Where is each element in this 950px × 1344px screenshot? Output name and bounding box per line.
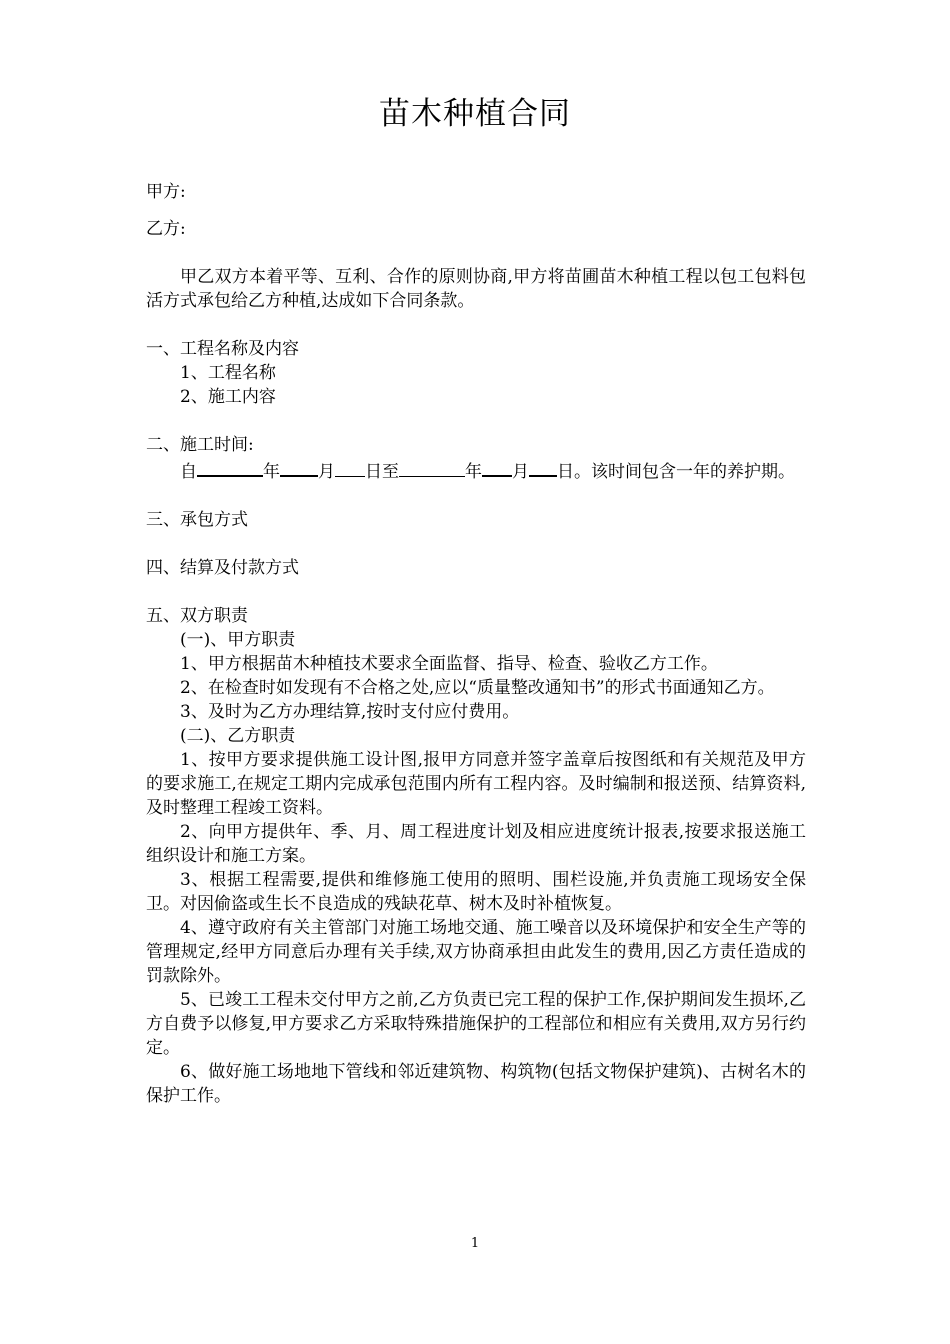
document-body [146,180,806,1108]
party-a-duty-2: 2、在检查时如发现有不合格之处,应以“质量整改通知书”的形式书面通知乙方。 [180,678,775,698]
section-5-heading: 五、双方职责 [146,606,248,626]
document-title: 苗木种植合同 [379,96,571,132]
section-4-heading: 四、结算及付款方式 [146,558,299,578]
party-b-duty-5: 5、已竣工工程未交付甲方之前,乙方负责已完工程的保护工作,保护期间发生损坏,乙方自费予以修复,甲方要求乙方采取特殊措施保护的工程部位和相应有关费用,双方另行约定。 [146,990,806,1058]
party-b-duties-heading: (二)、乙方职责 [180,726,296,746]
period-day-to-label: 日至 [365,462,399,482]
page-number: 1 [470,1236,480,1251]
intro-paragraph: 甲乙双方本着平等、互利、合作的原则协商,甲方将苗圃苗木种植工程以包工包料包活方式承包给乙方种植,达成如下合同条款。 [146,267,806,311]
blank-end-month [482,457,512,477]
blank-start-day [335,458,365,477]
period-end-text: 日。该时间包含一年的养护期。 [557,462,795,482]
party-b-duty-4: 4、遵守政府有关主管部门对施工场地交通、施工噪音以及环境保护和安全生产等的管理规定,经甲方同意后办理有关手续,双方协商承担由此发生的费用,因乙方责任造成的罚款除外。 [146,918,806,986]
section-1-item-2: 2、施工内容 [180,387,276,407]
blank-end-day [529,457,557,477]
construction-period [146,457,806,484]
party-b-duty-6: 6、做好施工场地地下管线和邻近建筑物、构筑物(包括文物保护建筑)、古树名木的保护工作。 [146,1062,806,1106]
period-month-label: 月 [318,462,335,482]
party-b-label: 乙方: [146,219,186,239]
section-1-heading: 一、工程名称及内容 [146,339,299,359]
section-1-item-1: 1、工程名称 [180,363,276,383]
party-b-duty-1: 1、按甲方要求提供施工设计图,报甲方同意并签字盖章后按图纸和有关规范及甲方的要求施工,在规定工期内完成承包范围内所有工程内容。及时编制和报送预、结算资料,及时整理工程竣工资料。 [146,750,806,818]
party-a-duties-heading: (一)、甲方职责 [180,630,296,650]
section-2-heading: 二、施工时间: [146,435,254,455]
party-a-label: 甲方: [146,182,186,202]
blank-end-year [399,458,465,477]
blank-start-year [197,457,263,477]
period-month-label-2: 月 [512,462,529,482]
period-year-label: 年 [263,462,280,482]
section-3-heading: 三、承包方式 [146,510,248,530]
blank-start-month [280,457,318,477]
period-year-label-2: 年 [465,462,482,482]
party-a-duty-1: 1、甲方根据苗木种植技术要求全面监督、指导、检查、验收乙方工作。 [180,654,718,674]
party-b-duty-2: 2、向甲方提供年、季、月、周工程进度计划及相应进度统计报表,按要求报送施工组织设计和施工方案。 [146,822,806,866]
period-from: 自 [180,462,197,482]
party-a-duty-3: 3、及时为乙方办理结算,按时支付应付费用。 [180,702,520,722]
party-b-duty-3: 3、根据工程需要,提供和维修施工使用的照明、围栏设施,并负责施工现场安全保卫。对因偷盗或生长不良造成的残缺花草、树木及时补植恢复。 [146,870,806,914]
